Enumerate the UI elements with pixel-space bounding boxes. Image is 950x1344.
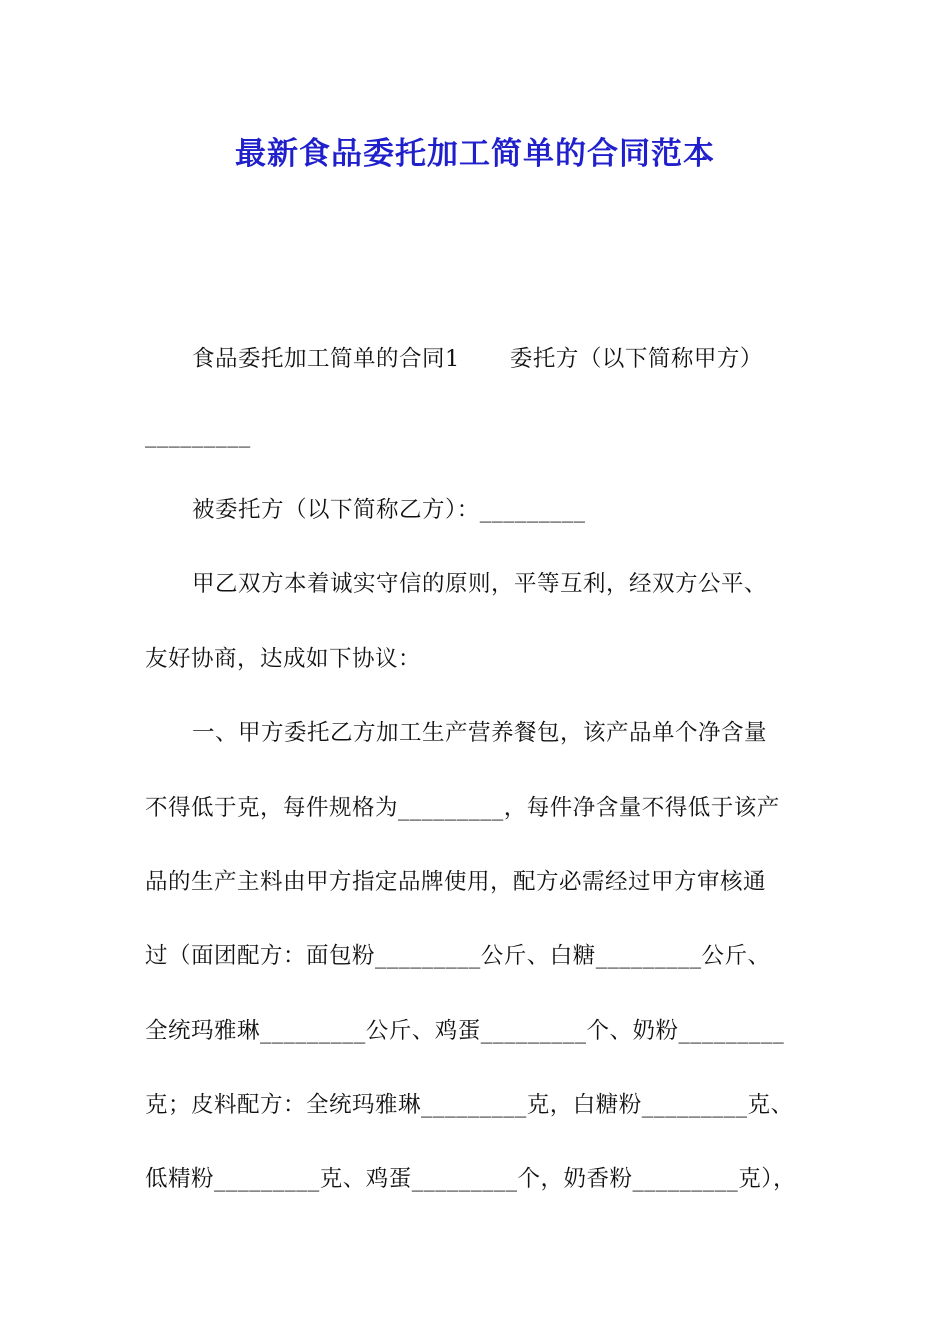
client-party-label: 委托方（以下简称甲方） — [509, 346, 763, 372]
paragraph-line: 低精粉_________克、鸡蛋_________个，奶香粉_________克）， — [145, 1166, 797, 1192]
paragraph-line: 一、甲方委托乙方加工生产营养餐包，该产品单个净含量 — [192, 720, 768, 746]
contract-heading-line — [192, 344, 763, 374]
document-title: 最新食品委托加工简单的合同范本 — [235, 136, 715, 172]
paragraph-line: 品的生产主料由甲方指定品牌使用，配方必需经过甲方审核通 — [145, 869, 767, 895]
paragraph-line: 克；皮料配方：全统玛雅琳_________克，白糖粉_________克、 — [145, 1092, 794, 1118]
paragraph-line: 不得低于克，每件规格为_________，每件净含量不得低于该产 — [145, 795, 780, 821]
paragraph-line: 甲乙双方本着诚实守信的原则，平等互利，经双方公平、 — [192, 571, 768, 597]
paragraph-line: 友好协商，达成如下协议： — [145, 646, 422, 672]
paragraph-line: 全统玛雅琳_________公斤、鸡蛋_________个、奶粉_________ — [145, 1018, 785, 1044]
paragraph-line: 被委托方（以下简称乙方）：_________ — [192, 497, 586, 523]
paragraph-line: _________ — [145, 422, 251, 448]
contract-number-label: 食品委托加工简单的合同1 — [192, 346, 460, 372]
paragraph-line: 过（面团配方：面包粉_________公斤、白糖_________公斤、 — [145, 943, 771, 969]
